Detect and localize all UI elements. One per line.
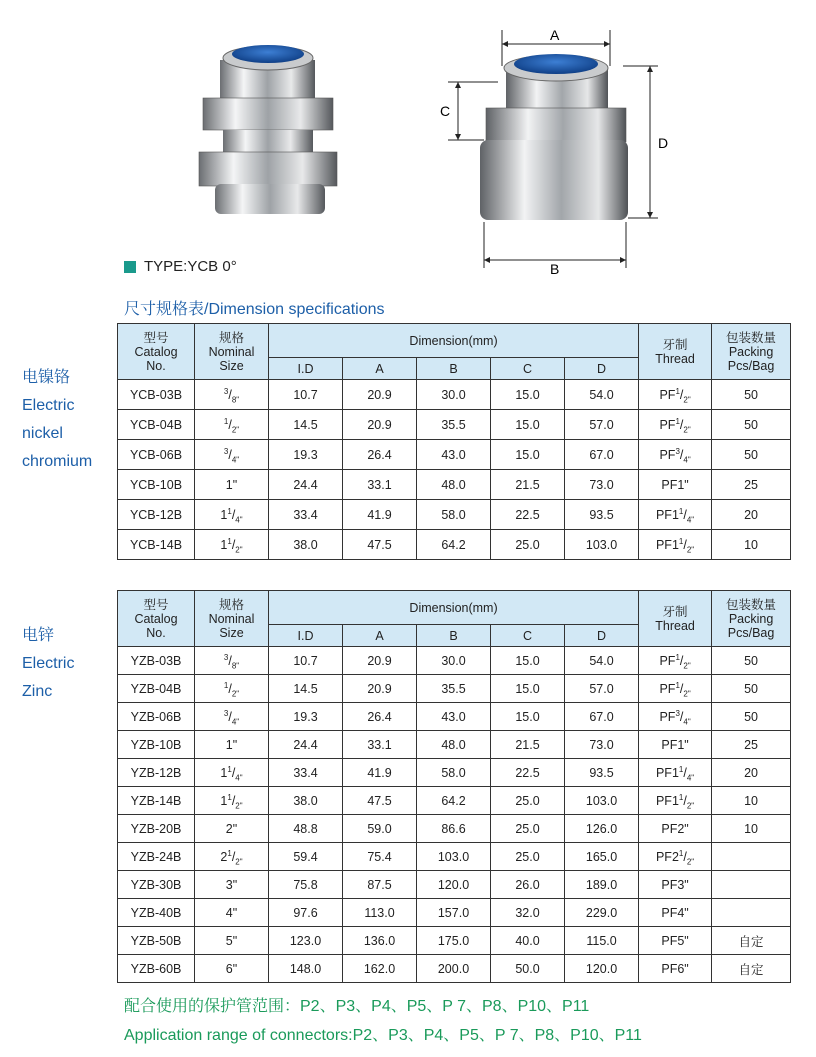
dim-a: 33.1: [343, 731, 417, 759]
packing: [712, 871, 791, 899]
nominal-size: 1": [195, 470, 269, 500]
catalog-no: YZB-24B: [118, 843, 195, 871]
nominal-size: 2": [195, 815, 269, 843]
catalog-no: YZB-60B: [118, 955, 195, 983]
dim-c: 26.0: [491, 871, 565, 899]
dim-a: 87.5: [343, 871, 417, 899]
dim-d: 103.0: [565, 530, 639, 560]
dim-a: 75.4: [343, 843, 417, 871]
nominal-size: 3": [195, 871, 269, 899]
dim-c: 25.0: [491, 815, 565, 843]
nominal-size: $1^1/_{2"}$: [195, 530, 269, 560]
thread-prefix: PF: [659, 709, 676, 724]
thread-prefix: PF: [659, 417, 676, 432]
denominator: 2": [686, 801, 695, 810]
dim-c: 21.5: [491, 470, 565, 500]
nominal-size: $^3/_{8"}$: [195, 647, 269, 675]
nominal-size: 4": [195, 899, 269, 927]
header-c: C: [491, 625, 565, 647]
nominal-size: 5": [195, 927, 269, 955]
header-catalog: 型号 Catalog No.: [118, 324, 195, 380]
dim-a: 59.0: [343, 815, 417, 843]
thread: $PF1^1/_{4"}$: [639, 500, 712, 530]
dim-id: 75.8: [269, 871, 343, 899]
dim-d: 73.0: [565, 470, 639, 500]
packing: 10: [712, 530, 791, 560]
table-row: [118, 759, 791, 787]
whole: 1: [671, 793, 679, 808]
table-row: [118, 530, 791, 560]
dim-id: 59.4: [269, 843, 343, 871]
dim-id: 123.0: [269, 927, 343, 955]
thread-prefix: PF: [659, 387, 676, 402]
table-row: [118, 500, 791, 530]
header-packing: 包装数量 Packing Pcs/Bag: [712, 591, 791, 647]
numerator: 1: [675, 680, 680, 690]
denominator: 2": [683, 395, 691, 404]
table-row: [118, 899, 791, 927]
type-label: TYPE:YCB 0°: [124, 258, 237, 275]
dim-c: 40.0: [491, 927, 565, 955]
header-d: D: [565, 625, 639, 647]
dim-label-c: C: [440, 103, 451, 119]
header-thread: 牙制 Thread: [639, 591, 712, 647]
dim-id: 33.4: [269, 759, 343, 787]
numerator: 1: [227, 536, 232, 546]
teal-square-icon: [124, 261, 136, 273]
table-row: [118, 731, 791, 759]
packing: 25: [712, 470, 791, 500]
dim-id: 24.4: [269, 470, 343, 500]
nominal-size: $1^1/_{2"}$: [195, 787, 269, 815]
denominator: 4": [235, 515, 243, 524]
section2-label: 电锌 Electric Zinc: [22, 627, 75, 700]
connector-dimension-diagram: [428, 22, 693, 277]
dim-b: 48.0: [417, 470, 491, 500]
header-c: C: [491, 358, 565, 380]
dim-c: 25.0: [491, 530, 565, 560]
thread-prefix: PF: [659, 681, 676, 696]
header-catalog: 型号 Catalog No.: [118, 591, 195, 647]
packing: 10: [712, 815, 791, 843]
packing: 50: [712, 440, 791, 470]
dim-d: 126.0: [565, 815, 639, 843]
packing: 20: [712, 759, 791, 787]
header-dimension: Dimension(mm): [269, 324, 639, 358]
catalog-no: YCB-14B: [118, 530, 195, 560]
thread-prefix: PF: [659, 447, 676, 462]
dim-b: 43.0: [417, 440, 491, 470]
packing: 10: [712, 787, 791, 815]
dim-d: 93.5: [565, 500, 639, 530]
dim-c: 22.5: [491, 500, 565, 530]
table-row: [118, 955, 791, 983]
numerator: 1: [227, 792, 232, 802]
nominal-size: $1^1/_{4"}$: [195, 759, 269, 787]
spec-table-zinc: [117, 590, 791, 983]
header-id: I.D: [269, 625, 343, 647]
dim-d: 57.0: [565, 675, 639, 703]
numerator: 3: [675, 708, 680, 718]
nominal-size: $^3/_{8"}$: [195, 380, 269, 410]
dim-d: 54.0: [565, 647, 639, 675]
dim-b: 58.0: [417, 500, 491, 530]
numerator: 1: [678, 506, 684, 516]
dim-a: 162.0: [343, 955, 417, 983]
dim-b: 30.0: [417, 647, 491, 675]
dim-id: 10.7: [269, 380, 343, 410]
dim-id: 19.3: [269, 440, 343, 470]
dim-c: 50.0: [491, 955, 565, 983]
table-row: [118, 871, 791, 899]
denominator: 2": [683, 689, 691, 698]
dim-a: 20.9: [343, 647, 417, 675]
dim-id: 14.5: [269, 410, 343, 440]
denominator: 8": [231, 395, 240, 404]
whole: 1: [220, 793, 228, 808]
dim-b: 58.0: [417, 759, 491, 787]
dim-c: 15.0: [491, 703, 565, 731]
table-row: [118, 675, 791, 703]
dim-b: 120.0: [417, 871, 491, 899]
connector-photo-left: [185, 30, 355, 225]
dim-c: 22.5: [491, 759, 565, 787]
denominator: 4": [686, 773, 695, 782]
packing: 50: [712, 647, 791, 675]
catalog-no: YZB-40B: [118, 899, 195, 927]
thread-prefix: PF: [659, 653, 676, 668]
denominator: 2": [686, 545, 695, 554]
catalog-no: YZB-14B: [118, 787, 195, 815]
catalog-no: YCB-10B: [118, 470, 195, 500]
dim-b: 175.0: [417, 927, 491, 955]
thread-prefix: PF: [655, 537, 672, 552]
denominator: 4": [231, 455, 240, 464]
dim-d: 165.0: [565, 843, 639, 871]
dim-id: 33.4: [269, 500, 343, 530]
numerator: 1: [675, 416, 680, 426]
dim-c: 21.5: [491, 731, 565, 759]
catalog-no: YZB-12B: [118, 759, 195, 787]
dim-d: 229.0: [565, 899, 639, 927]
numerator: 3: [223, 652, 229, 662]
denominator: 2": [235, 545, 243, 554]
thread: PF3": [639, 871, 712, 899]
header-b: B: [417, 625, 491, 647]
numerator: 1: [678, 848, 684, 858]
thread: $PF^1/_{2"}$: [639, 410, 712, 440]
denominator: 2": [683, 661, 691, 670]
thread: PF6": [639, 955, 712, 983]
table-row: [118, 440, 791, 470]
thread: $PF1^1/_{2"}$: [639, 530, 712, 560]
catalog-no: YCB-06B: [118, 440, 195, 470]
footer-range-zh: 配合使用的保护管范围：P2、P3、P4、P5、P 7、P8、P10、P11: [124, 998, 590, 1015]
dim-a: 26.4: [343, 440, 417, 470]
dim-a: 41.9: [343, 500, 417, 530]
thread: $PF^3/_{4"}$: [639, 440, 712, 470]
packing: 自定: [712, 927, 791, 955]
numerator: 1: [678, 536, 684, 546]
whole: 1: [220, 765, 228, 780]
section1-label: 电镍铬 Electric nickel chromium: [22, 369, 93, 470]
dim-d: 57.0: [565, 410, 639, 440]
thread: $PF2^1/_{2"}$: [639, 843, 712, 871]
numerator: 1: [227, 848, 232, 858]
whole: 1: [671, 507, 679, 522]
table-row: [118, 647, 791, 675]
header-dimension: Dimension(mm): [269, 591, 639, 625]
dim-c: 32.0: [491, 899, 565, 927]
dim-d: 115.0: [565, 927, 639, 955]
numerator: 1: [675, 386, 680, 396]
denominator: 2": [235, 801, 243, 810]
numerator: 1: [678, 764, 684, 774]
dim-d: 67.0: [565, 703, 639, 731]
dim-id: 38.0: [269, 530, 343, 560]
dim-d: 73.0: [565, 731, 639, 759]
dim-d: 54.0: [565, 380, 639, 410]
nominal-size: 6": [195, 955, 269, 983]
spec-title: 尺寸规格表/Dimension specifications: [124, 301, 385, 318]
numerator: 3: [223, 386, 229, 396]
dim-id: 14.5: [269, 675, 343, 703]
thread: $PF^1/_{2"}$: [639, 380, 712, 410]
catalog-no: YZB-03B: [118, 647, 195, 675]
header-b: B: [417, 358, 491, 380]
catalog-no: YZB-50B: [118, 927, 195, 955]
dim-b: 35.5: [417, 675, 491, 703]
denominator: 2": [686, 857, 695, 866]
packing: 20: [712, 500, 791, 530]
catalog-no: YZB-04B: [118, 675, 195, 703]
catalog-no: YZB-10B: [118, 731, 195, 759]
dim-id: 10.7: [269, 647, 343, 675]
dim-d: 93.5: [565, 759, 639, 787]
nominal-size: $2^1/_{2"}$: [195, 843, 269, 871]
dim-a: 113.0: [343, 899, 417, 927]
dim-a: 20.9: [343, 410, 417, 440]
dim-d: 67.0: [565, 440, 639, 470]
dim-d: 120.0: [565, 955, 639, 983]
dim-a: 33.1: [343, 470, 417, 500]
table-row: [118, 470, 791, 500]
dim-c: 15.0: [491, 410, 565, 440]
numerator: 1: [223, 416, 229, 426]
packing: 25: [712, 731, 791, 759]
denominator: 4": [683, 717, 691, 726]
dim-id: 148.0: [269, 955, 343, 983]
dim-label-b: B: [550, 261, 560, 277]
whole: 2: [220, 849, 228, 864]
dim-b: 103.0: [417, 843, 491, 871]
nominal-size: $^1/_{2"}$: [195, 675, 269, 703]
packing: 50: [712, 410, 791, 440]
table-row: [118, 380, 791, 410]
table-row: [118, 927, 791, 955]
spec-table-nickel: [117, 323, 791, 560]
denominator: 2": [231, 689, 240, 698]
denominator: 2": [231, 425, 240, 434]
whole: 1: [671, 537, 679, 552]
dim-a: 47.5: [343, 530, 417, 560]
denominator: 4": [683, 455, 691, 464]
packing: [712, 899, 791, 927]
dim-label-a: A: [550, 27, 560, 43]
thread: $PF1^1/_{4"}$: [639, 759, 712, 787]
header-a: A: [343, 358, 417, 380]
numerator: 1: [227, 764, 232, 774]
whole: 1: [220, 507, 228, 522]
header-size: 规格 Nominal Size: [195, 591, 269, 647]
dim-b: 64.2: [417, 787, 491, 815]
dim-id: 97.6: [269, 899, 343, 927]
header-d: D: [565, 358, 639, 380]
numerator: 3: [223, 446, 229, 456]
dim-b: 64.2: [417, 530, 491, 560]
thread-prefix: PF: [655, 849, 672, 864]
catalog-no: YCB-04B: [118, 410, 195, 440]
denominator: 4": [231, 717, 240, 726]
packing: [712, 843, 791, 871]
thread: PF1": [639, 731, 712, 759]
numerator: 1: [227, 506, 232, 516]
whole: 2: [671, 849, 679, 864]
whole: 1: [671, 765, 679, 780]
dim-b: 48.0: [417, 731, 491, 759]
catalog-no: YZB-30B: [118, 871, 195, 899]
denominator: 4": [686, 515, 695, 524]
dim-a: 20.9: [343, 675, 417, 703]
table-row: [118, 787, 791, 815]
packing: 50: [712, 675, 791, 703]
denominator: 2": [683, 425, 691, 434]
thread: $PF^1/_{2"}$: [639, 675, 712, 703]
dim-id: 48.8: [269, 815, 343, 843]
thread-prefix: PF: [655, 507, 672, 522]
header-size: 规格 Nominal Size: [195, 324, 269, 380]
dim-a: 20.9: [343, 380, 417, 410]
dim-b: 43.0: [417, 703, 491, 731]
thread-prefix: PF: [655, 793, 672, 808]
catalog-no: YCB-12B: [118, 500, 195, 530]
nominal-size: 1": [195, 731, 269, 759]
thread: $PF1^1/_{2"}$: [639, 787, 712, 815]
dim-c: 15.0: [491, 380, 565, 410]
dim-id: 19.3: [269, 703, 343, 731]
catalog-no: YCB-03B: [118, 380, 195, 410]
dim-b: 157.0: [417, 899, 491, 927]
thread: $PF^1/_{2"}$: [639, 647, 712, 675]
dim-b: 200.0: [417, 955, 491, 983]
table-row: [118, 703, 791, 731]
numerator: 1: [223, 680, 229, 690]
denominator: 2": [235, 857, 243, 866]
numerator: 1: [678, 792, 684, 802]
packing: 自定: [712, 955, 791, 983]
thread: $PF^3/_{4"}$: [639, 703, 712, 731]
dim-a: 41.9: [343, 759, 417, 787]
thread-prefix: PF: [655, 765, 672, 780]
nominal-size: $1^1/_{4"}$: [195, 500, 269, 530]
nominal-size: $^3/_{4"}$: [195, 440, 269, 470]
header-id: I.D: [269, 358, 343, 380]
dim-c: 15.0: [491, 440, 565, 470]
dim-a: 136.0: [343, 927, 417, 955]
dim-id: 38.0: [269, 787, 343, 815]
dim-c: 15.0: [491, 675, 565, 703]
nominal-size: $^1/_{2"}$: [195, 410, 269, 440]
nominal-size: $^3/_{4"}$: [195, 703, 269, 731]
numerator: 1: [675, 652, 680, 662]
catalog-no: YZB-06B: [118, 703, 195, 731]
dim-id: 24.4: [269, 731, 343, 759]
whole: 1: [220, 537, 228, 552]
denominator: 8": [231, 661, 240, 670]
table-row: [118, 815, 791, 843]
packing: 50: [712, 380, 791, 410]
packing: 50: [712, 703, 791, 731]
dim-label-d: D: [658, 135, 669, 151]
table-row: [118, 410, 791, 440]
dim-d: 189.0: [565, 871, 639, 899]
dim-c: 25.0: [491, 843, 565, 871]
dim-d: 103.0: [565, 787, 639, 815]
denominator: 4": [235, 773, 243, 782]
numerator: 3: [223, 708, 229, 718]
table-row: [118, 843, 791, 871]
header-thread: 牙制 Thread: [639, 324, 712, 380]
dim-c: 15.0: [491, 647, 565, 675]
header-a: A: [343, 625, 417, 647]
thread: PF5": [639, 927, 712, 955]
catalog-no: YZB-20B: [118, 815, 195, 843]
dim-b: 30.0: [417, 380, 491, 410]
dim-a: 26.4: [343, 703, 417, 731]
header-packing: 包装数量 Packing Pcs/Bag: [712, 324, 791, 380]
numerator: 3: [675, 446, 680, 456]
footer-range-en: Application range of connectors:P2、P3、P4、P5、P 7、P8、P10、P11: [124, 1027, 642, 1044]
dim-a: 47.5: [343, 787, 417, 815]
dim-b: 35.5: [417, 410, 491, 440]
thread: PF4": [639, 899, 712, 927]
dim-c: 25.0: [491, 787, 565, 815]
thread: PF1": [639, 470, 712, 500]
dim-b: 86.6: [417, 815, 491, 843]
thread: PF2": [639, 815, 712, 843]
